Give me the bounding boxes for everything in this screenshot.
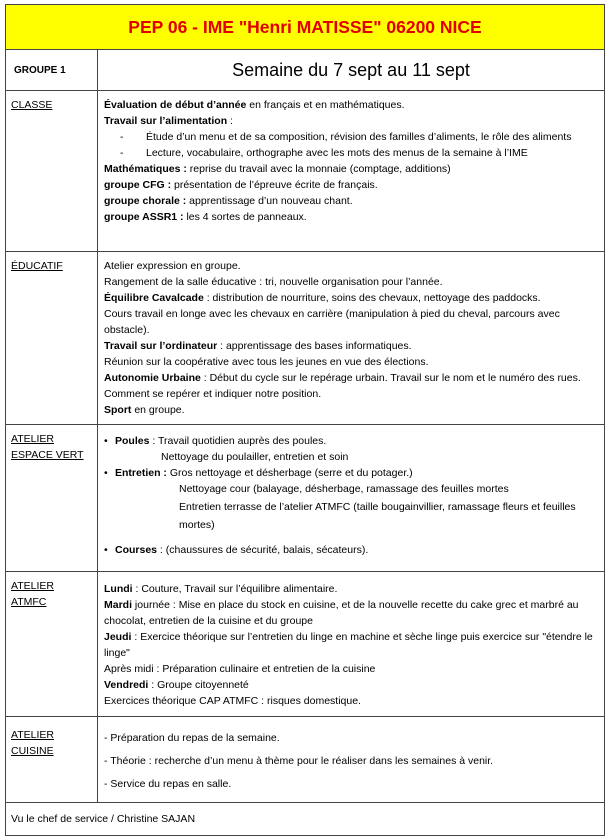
weekly-report-table	[5, 4, 605, 836]
section-content-educatif: Atelier expression en groupe. Rangement de la salle éducative : tri, nouvelle organisation pour l’année. Équilibre Cavalcade : distribution de nourriture, soins des chevaux, nettoyage des paddocks. Cours travail en longe avec les chevaux en carrière (manipulation à pied du cheval, parcours avec obstacle). Travail sur l’ordinateur : apprentissage des bases informatiques. Réunion sur la coopérative avec tous les jeunes en vue des élections. Autonomie Urbaine : Début du cycle sur le repérage urbain. Travail sur le nom et le numéro des rues. Comment se repérer et indiquer notre position. Sport en groupe.	[98, 252, 605, 425]
dash-item: - Lecture, vocabulaire, orthographe avec les mots des menus de la semaine à l’IME	[120, 147, 528, 159]
section-label-atmfc: ATELIER ATMFC	[6, 572, 98, 717]
section-educatif	[6, 252, 605, 425]
section-content-espace-vert: • Poules : Travail quotidien auprès des poules. Nettoyage du poulailler, entretien et soin • Entretien : Gros nettoyage et désherbage (serre et du potager.) Nettoyage cour (balayage, désherbage, ramassage des feuilles mortes Entretien terrasse de l’atelier ATMFC (taille bougainvillier, ramassage fleurs et feuilles mortes) • Courses : (chaussures de sécurité, balais, sécateurs).	[98, 425, 605, 572]
section-label-classe: CLASSE	[6, 91, 98, 252]
section-content-atmfc: Lundi : Couture, Travail sur l’équilibre alimentaire. Mardi journée : Mise en place du stock en cuisine, et de la nouvelle recette du cake grec et marbré au chocolat, entretien de la cuisine et du groupe Jeudi : Exercice théorique sur l’entretien du linge en machine et sèche linge puis exercice sur "étendre le linge" Après midi : Préparation culinaire et entretien de la cuisine Vendredi : Groupe citoyenneté Exercices théorique CAP ATMFC : risques domestique.	[98, 572, 605, 717]
group-label: GROUPE 1	[6, 50, 98, 91]
section-label-espace-vert: ATELIER ESPACE VERT	[6, 425, 98, 572]
list-item: • Courses : (chaussures de sécurité, balais, sécateurs).	[104, 544, 369, 556]
footer-row	[6, 803, 605, 836]
list-item: • Poules : Travail quotidien auprès des poules.	[104, 435, 327, 447]
section-content-cuisine: - Préparation du repas de la semaine. - Théorie : recherche d’un menu à thème pour le réaliser dans les semaines à venir. - Service du repas en salle.	[98, 717, 605, 803]
list-item: • Entretien : Gros nettoyage et désherbage (serre et du potager.)	[104, 467, 413, 479]
section-classe	[6, 91, 605, 252]
section-atmfc	[6, 572, 605, 717]
section-label-cuisine: ATELIER CUISINE	[6, 717, 98, 803]
week-label: Semaine du 7 sept au 11 sept	[98, 50, 605, 91]
title-row	[6, 5, 605, 50]
section-espace-vert	[6, 425, 605, 572]
section-content-classe: Évaluation de début d’année en français et en mathématiques. Travail sur l’alimentation : - Étude d’un menu et de sa composition, révision des familles d’aliments, le rôle des aliments - Lecture, vocabulaire, orthographe avec les mots des menus de la semaine à l’IME Mathématiques : reprise du travail avec la monnaie (comptage, additions) groupe CFG : présentation de l’épreuve écrite de français. groupe chorale : apprentissage d’un nouveau chant. groupe ASSR1 : les 4 sortes de panneaux.	[98, 91, 605, 252]
section-cuisine	[6, 717, 605, 803]
dash-item: - Étude d’un menu et de sa composition, révision des familles d’aliments, le rôle des aliments	[120, 131, 572, 143]
section-label-educatif: ÉDUCATIF	[6, 252, 98, 425]
header-row	[6, 50, 605, 91]
report-title: PEP 06 - IME "Henri MATISSE" 06200 NICE	[6, 5, 605, 50]
footer-signature: Vu le chef de service / Christine SAJAN	[6, 803, 605, 836]
